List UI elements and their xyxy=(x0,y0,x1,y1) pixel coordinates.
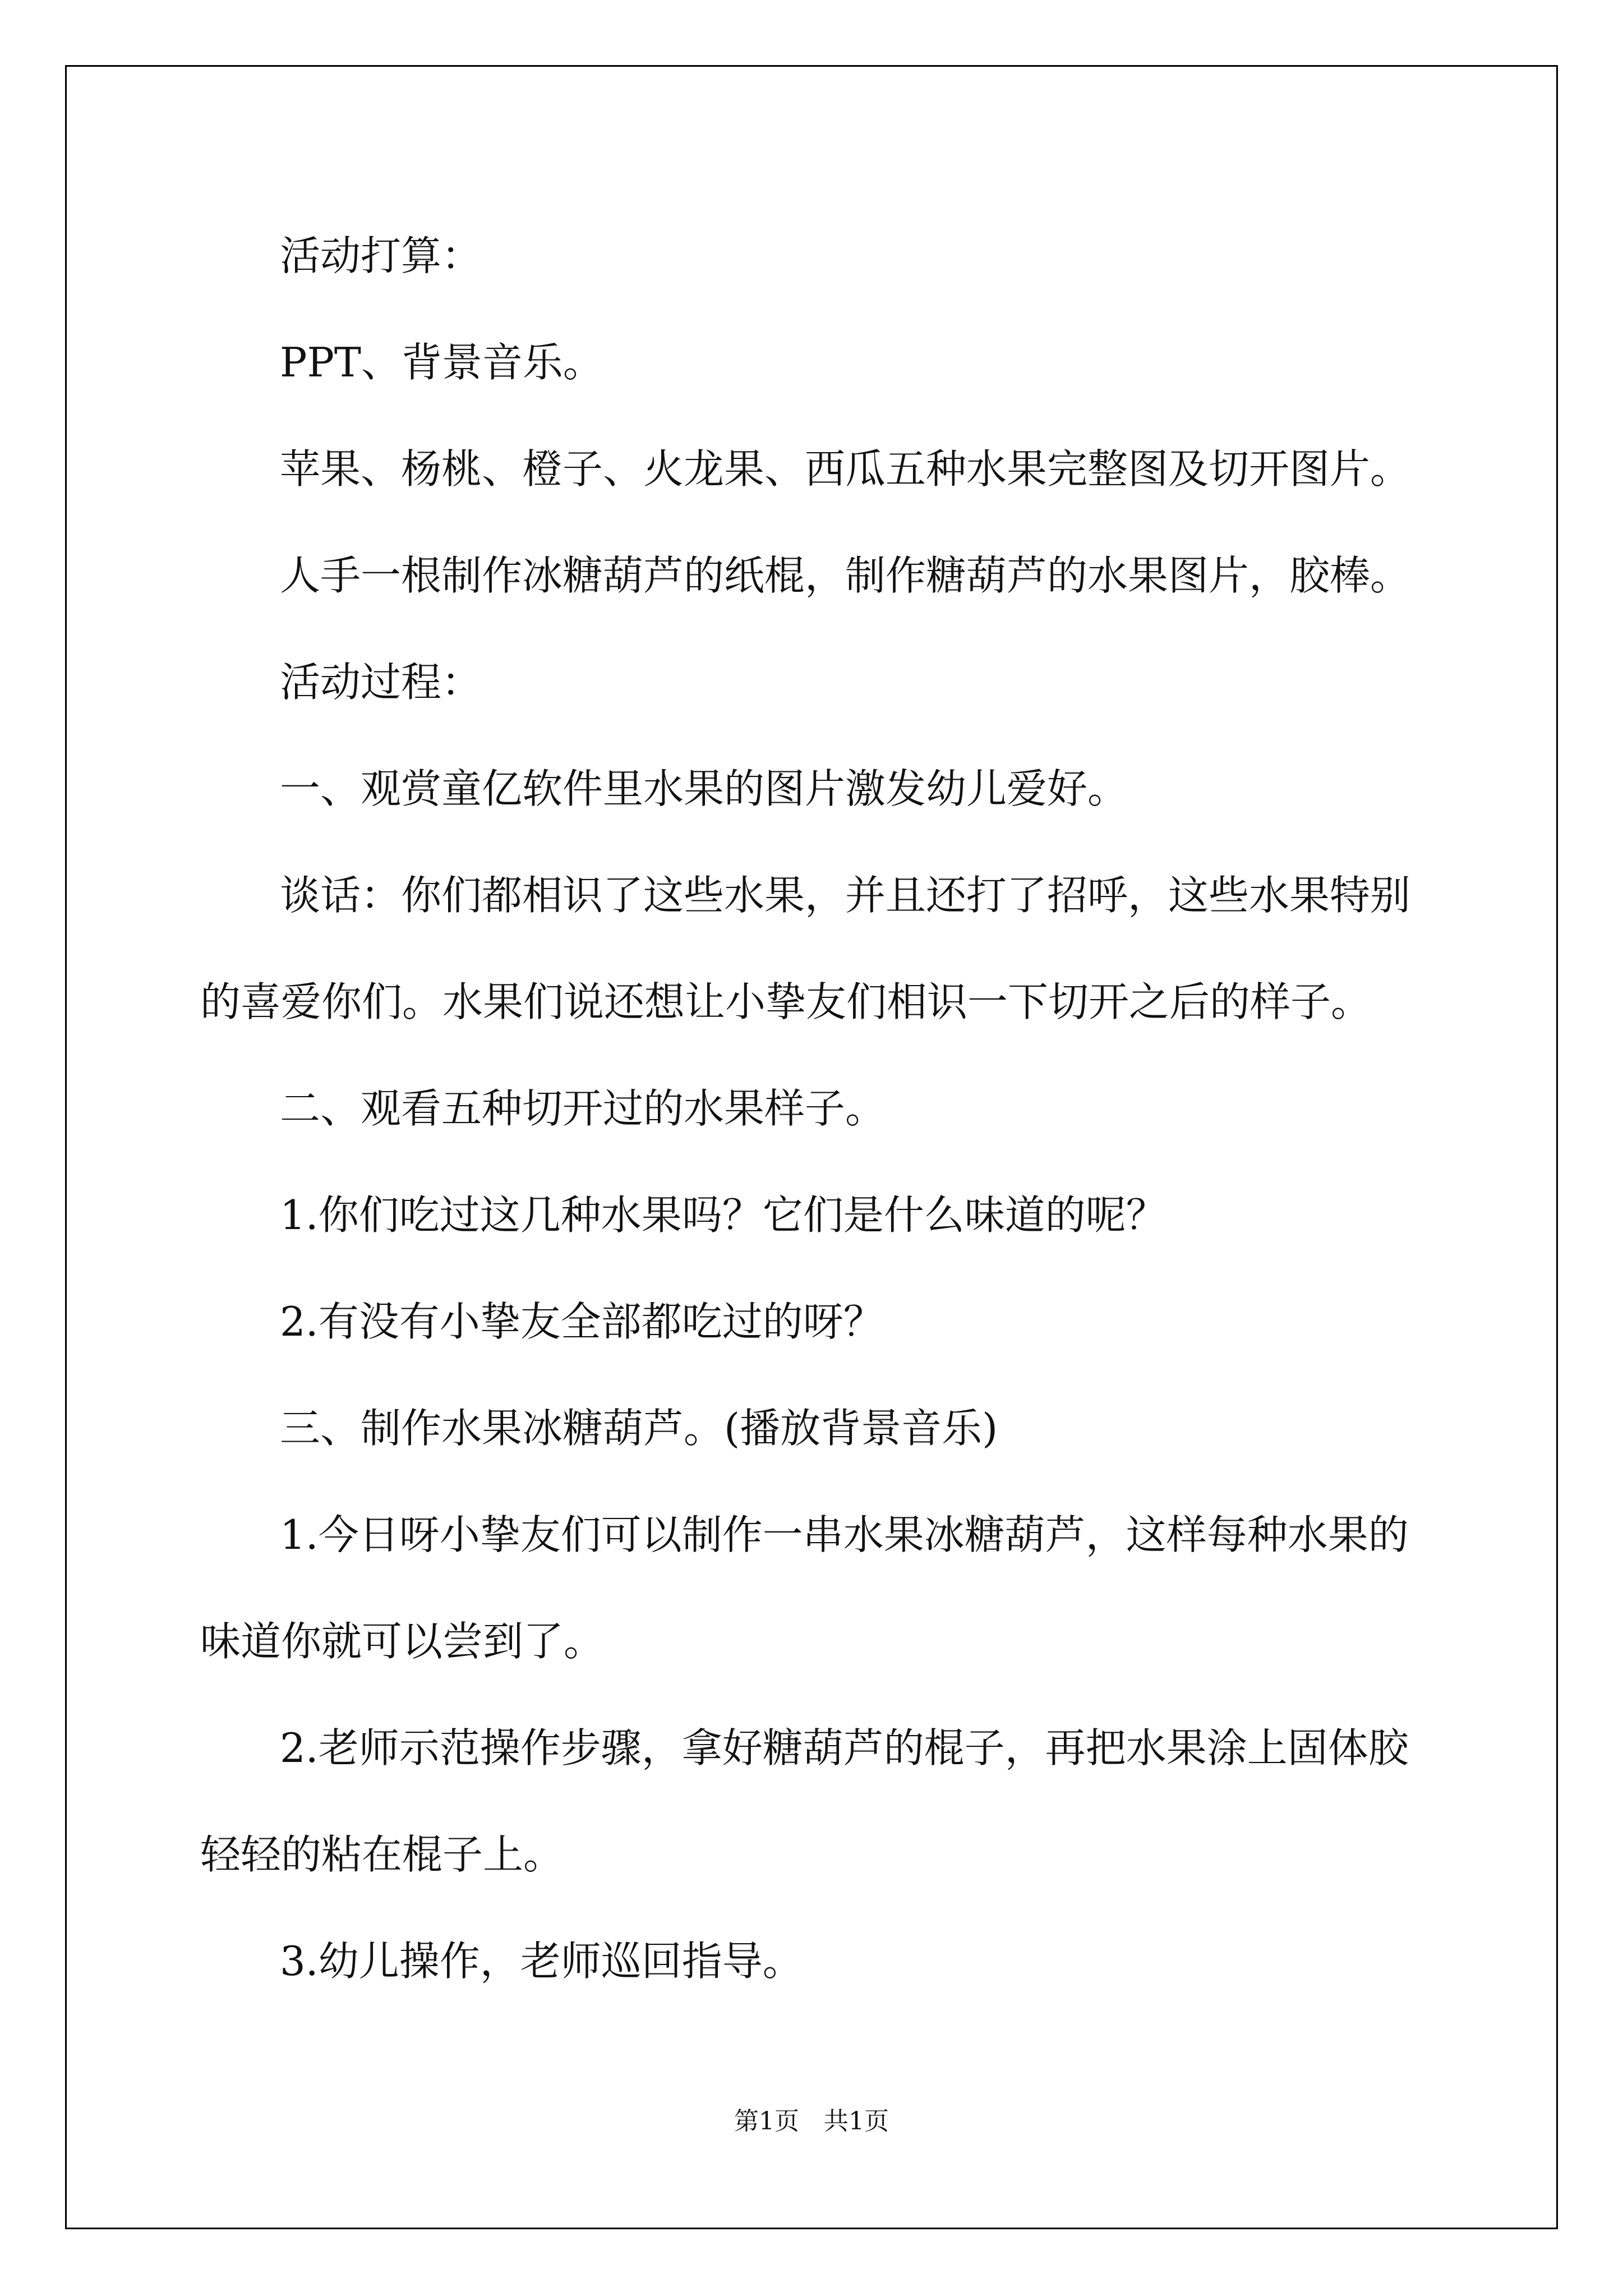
paragraph: 人手一根制作冰糖葫芦的纸棍，制作糖葫芦的水果图片，胶棒。 xyxy=(280,552,1411,599)
page-border xyxy=(65,65,1558,2229)
paragraph: PPT、背景音乐。 xyxy=(280,339,603,386)
paragraph: 2.老师示范操作步骤，拿好糖葫芦的棍子，再把水果涂上固体胶 xyxy=(280,1724,1409,1772)
paragraph: 一、观赏童亿软件里水果的图片激发幼儿爱好。 xyxy=(280,765,1128,812)
paragraph: 3.幼儿操作，老师巡回指导。 xyxy=(280,1938,803,1985)
paragraph: 活动过程： xyxy=(280,659,482,706)
paragraph: 苹果、杨桃、橙子、火龙果、西瓜五种水果完整图及切开图片。 xyxy=(280,445,1411,493)
paragraph-continuation: 轻轻的粘在棍子上。 xyxy=(200,1831,564,1878)
paragraph: 2.有没有小挚友全部都吃过的呀？ xyxy=(280,1298,884,1345)
paragraph: 1.你们吃过这几种水果吗？它们是什么味道的呢？ xyxy=(280,1191,1166,1239)
paragraph: 三、制作水果冰糖葫芦。(播放背景音乐) xyxy=(280,1405,998,1452)
page-number-footer: 第1页 共1页 xyxy=(734,2107,889,2136)
paragraph-continuation: 味道你就可以尝到了。 xyxy=(200,1618,605,1665)
paragraph: 谈话：你们都相识了这些水果，并且还打了招呼，这些水果特别 xyxy=(280,872,1411,919)
paragraph: 1.今日呀小挚友们可以制作一串水果冰糖葫芦，这样每种水果的 xyxy=(280,1511,1409,1558)
paragraph-continuation: 的喜爱你们。水果们说还想让小挚友们相识一下切开之后的样子。 xyxy=(200,978,1372,1025)
paragraph: 二、观看五种切开过的水果样子。 xyxy=(280,1085,886,1132)
paragraph: 活动打算： xyxy=(280,232,482,279)
